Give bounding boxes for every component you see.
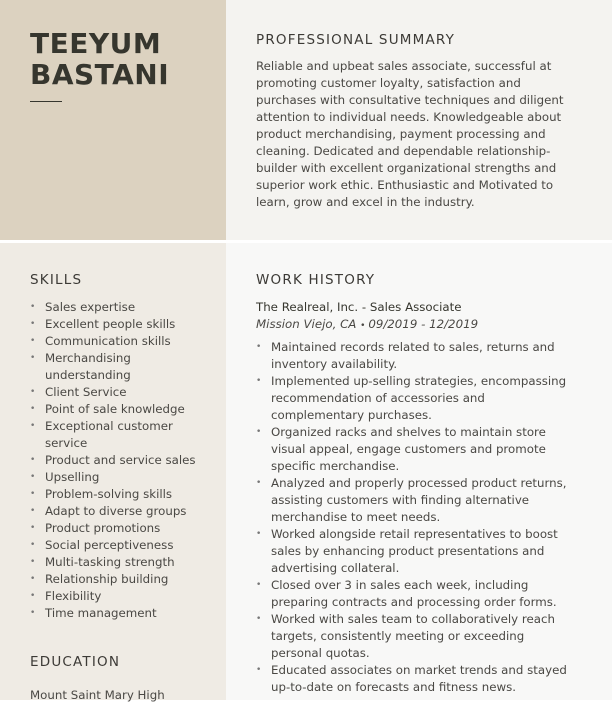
name-panel	[0, 0, 226, 240]
skills-list	[30, 299, 210, 622]
work-history-section	[226, 243, 612, 700]
job-bullet: • Worked alongside retail representatives to boost sales by enhancing product presentations and advertising collateral.	[256, 526, 578, 577]
skill-item: • Time management	[30, 605, 210, 622]
sidebar	[0, 243, 226, 700]
skill-item: • Product and service sales	[30, 452, 210, 469]
job-meta: Mission Viejo, CA • 09/2019 - 12/2019	[256, 317, 479, 331]
skill-item: • Product promotions	[30, 520, 210, 537]
job-bullets	[256, 339, 578, 696]
skill-item: • Upselling	[30, 469, 210, 486]
job-dates: 09/2019 - 12/2019	[368, 317, 479, 331]
work-title: WORK HISTORY	[256, 272, 376, 288]
skills-title: SKILLS	[30, 272, 83, 288]
summary-section	[226, 0, 612, 240]
school-name: Mount Saint Mary High	[30, 688, 165, 702]
skill-item: • Exceptional customer service	[30, 418, 210, 452]
candidate-name	[30, 28, 169, 90]
skill-item: • Client Service	[30, 384, 210, 401]
name-divider	[30, 101, 62, 102]
summary-text: Reliable and upbeat sales associate, successful at promoting customer loyalty, satisfaction and purchases with consultative techniques and diligent attention to individual needs. Knowledgeable about product merchandising, payment processing and cleaning. Dedicated and dependable relationship-builder with excellent organizational strengths and superior work ethic. Enthusiastic and Motivated to learn, grow and excel in the industry.	[256, 59, 564, 209]
job-bullet: • Closed over 3 in sales each week, including preparing contracts and processing order forms.	[256, 577, 578, 611]
skill-item: • Social perceptiveness	[30, 537, 210, 554]
skill-item: • Merchandising understanding	[30, 350, 210, 384]
job-bullet: • Implemented up-selling strategies, encompassing recommendation of accessories and complementary purchases.	[256, 373, 578, 424]
first-name: TEEYUM	[30, 27, 162, 60]
job-heading: The Realreal, Inc. - Sales Associate	[256, 300, 462, 314]
job-bullet: • Organized racks and shelves to maintain store visual appeal, engage customers and promote specific merchandise.	[256, 424, 578, 475]
job-bullet: • Worked with sales team to collaboratively reach targets, consistently meeting or exceeding personal quotas.	[256, 611, 578, 662]
education-title: EDUCATION	[30, 654, 121, 670]
skill-item: • Excellent people skills	[30, 316, 210, 333]
job-location: Mission Viejo, CA	[256, 317, 357, 331]
job-bullet: • Maintained records related to sales, returns and inventory availability.	[256, 339, 578, 373]
job-bullet: • Educated associates on market trends and stayed up-to-date on forecasts and fitness news.	[256, 662, 578, 696]
skill-item: • Problem-solving skills	[30, 486, 210, 503]
skill-item: • Communication skills	[30, 333, 210, 350]
skill-item: • Point of sale knowledge	[30, 401, 210, 418]
skill-item: • Adapt to diverse groups	[30, 503, 210, 520]
summary-title: PROFESSIONAL SUMMARY	[256, 32, 456, 48]
skill-item: • Sales expertise	[30, 299, 210, 316]
last-name: BASTANI	[30, 58, 170, 91]
skill-item: • Relationship building	[30, 571, 210, 588]
skill-item: • Flexibility	[30, 588, 210, 605]
job-bullet: • Analyzed and properly processed product returns, assisting customers with finding alternative merchandise to meet needs.	[256, 475, 578, 526]
skill-item: • Multi-tasking strength	[30, 554, 210, 571]
